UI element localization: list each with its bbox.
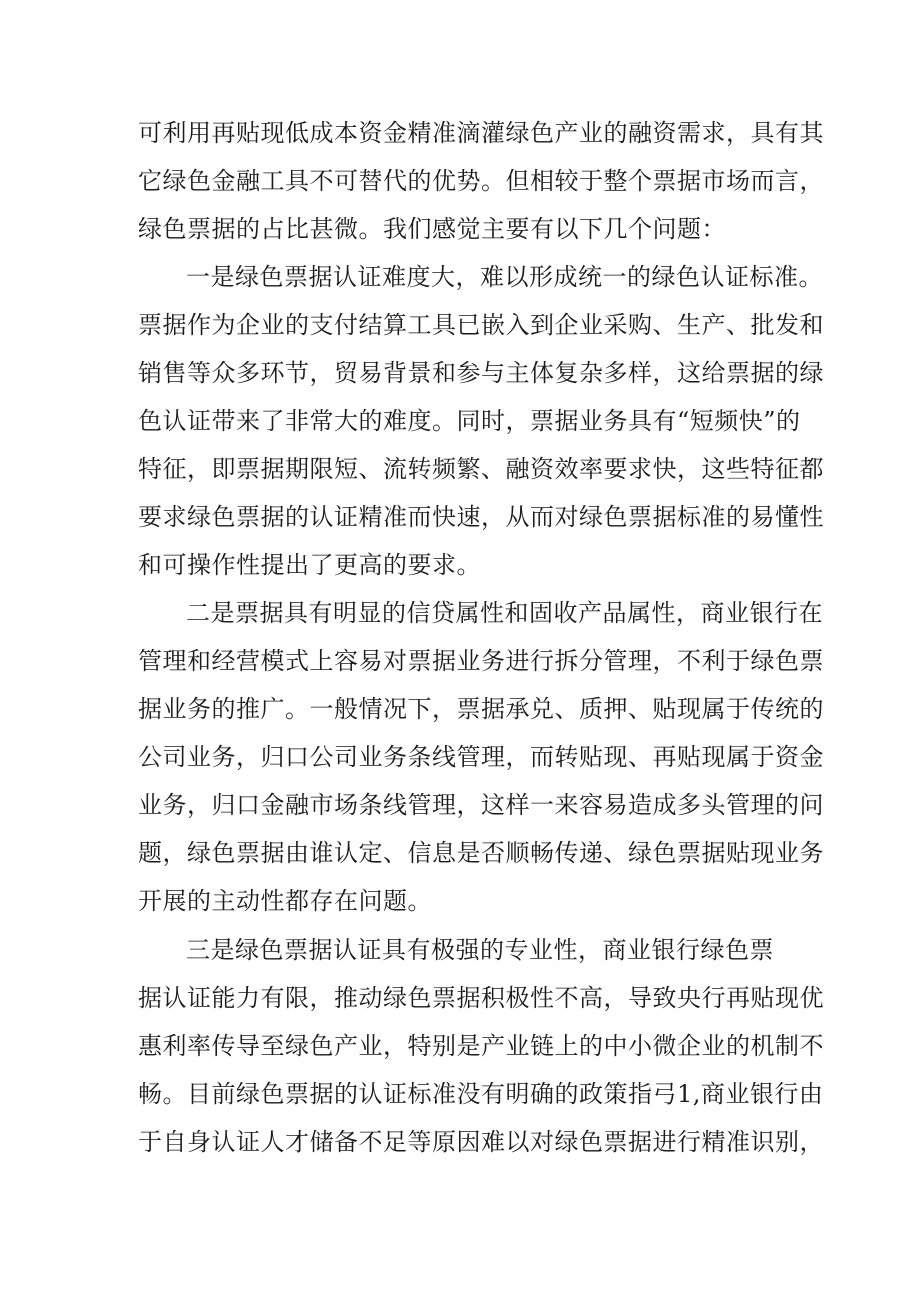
text-line: 要求绿色票据的认证精准而快速，从而对绿色票据标准的易懂性 [138,503,824,531]
text-line: 票据作为企业的支付结算工具已嵌入到企业采购、生产、批发和 [138,311,824,339]
text-line: 据业务的推广。一般情况下，票据承兑、质押、贴现属于传统的 [138,695,824,723]
text-line: 色认证带来了非常大的难度。同时，票据业务具有“短频快”的 [138,407,801,435]
paragraph-2-first-line: 二是票据具有明显的信贷属性和固收产品属性，商业银行在 [186,599,823,627]
text-line: 绿色票据的占比甚微。我们感觉主要有以下几个问题： [138,215,726,243]
text-line: 惠利率传导至绿色产业，特别是产业链上的中小微企业的机制不 [138,1032,824,1060]
text-line: 开展的主动性都存在问题。 [138,887,432,915]
text-line: 于自身认证人才储备不足等原因难以对绿色票据进行精准识别， [138,1128,824,1156]
text-line: 管理和经营模式上容易对票据业务进行拆分管理，不利于绿色票 [138,647,824,675]
text-line: 业务，归口金融市场条线管理，这样一来容易造成多头管理的问 [138,791,824,819]
text-line: 题，绿色票据由谁认定、信息是否顺畅传递、绿色票据贴现业务 [138,839,824,867]
text-line: 它绿色金融工具不可替代的优势。但相较于整个票据市场而言， [138,167,824,195]
text-line: 畅。目前绿色票据的认证标准没有明确的政策指弓1,商业银行由 [138,1080,824,1108]
paragraph-3-first-line: 三是绿色票据认证具有极强的专业性，商业银行绿色票 [186,936,774,964]
text-line: 销售等众多环节，贸易背景和参与主体复杂多样，这给票据的绿 [138,359,824,387]
text-line: 据认证能力有限，推动绿色票据积极性不高，导致央行再贴现优 [138,984,824,1012]
text-line: 和可操作性提出了更高的要求。 [138,551,481,579]
paragraph-1-first-line: 一是绿色票据认证难度大，难以形成统一的绿色认证标准。 [186,263,823,291]
text-line: 特征，即票据期限短、流转频繁、融资效率要求快，这些特征都 [138,455,824,483]
text-line: 公司业务，归口公司业务条线管理，而转贴现、再贴现属于资金 [138,743,824,771]
text-line: 可利用再贴现低成本资金精准滴灌绿色产业的融资需求，具有其 [138,119,824,147]
